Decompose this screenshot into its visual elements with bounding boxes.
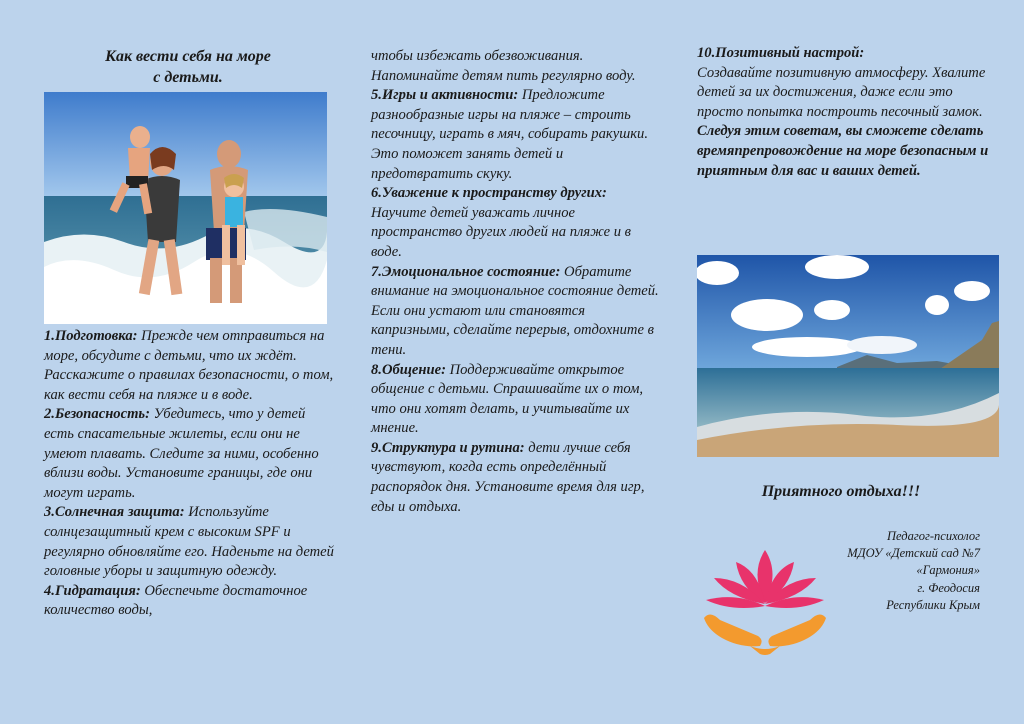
- tip-1-heading: 1.Подготовка:: [44, 328, 138, 344]
- tip-9-heading: 9.Структура и рутина:: [371, 439, 525, 456]
- signature-line-3: «Гармония»: [916, 563, 980, 578]
- signature-line-4: г. Феодосия: [917, 580, 980, 595]
- tip-7-text: Обратите внимание на эмоциональное состояние детей. Если они устают или становятся капризными, сделайте перерыв, отдохните в тени.: [371, 263, 659, 358]
- tip-4-heading: 4.Гидратация:: [44, 582, 141, 599]
- tip-6-text: Научите детей уважать личное пространство других людей на пляже и в воде.: [371, 204, 631, 260]
- tip-7: [371, 263, 663, 361]
- title-line-2: с детьми.: [153, 69, 223, 86]
- page-title: [44, 46, 332, 88]
- tips-column-2: [371, 47, 663, 517]
- tip-4c-text: чтобы избежать обезвоживания. Напоминайте детям пить регулярно воду.: [371, 48, 636, 84]
- tip-2-heading: 2.Безопасность:: [44, 406, 150, 423]
- tip-2: [44, 405, 336, 503]
- signature-line-2: МДОУ «Детский сад №7: [847, 546, 980, 561]
- tip-10-heading: 10.Позитивный настрой:: [697, 45, 865, 61]
- tip-3-text: Используйте солнцезащитный крем с высоким SPF и регулярно обновляйте его. Наденьте на детей головные уборы и защитную одежду.: [44, 504, 334, 580]
- tip-5-text: Предложите разнообразные игры на пляже – строить песочницу, играть в мяч, собирать ракушки. Это поможет занять детей и предотвратить скуку.: [371, 87, 648, 182]
- tip-4: [44, 582, 336, 621]
- tip-5: [371, 86, 663, 184]
- tip-5-heading: 5.Игры и активности:: [371, 87, 519, 104]
- tip-8-heading: 8.Общение:: [371, 361, 446, 378]
- tip-10: [697, 44, 997, 122]
- signature-line-5: Республики Крым: [886, 597, 980, 612]
- wish-text: Приятного отдыха!!!: [761, 483, 921, 500]
- tip-8: [371, 361, 663, 439]
- tip-4-text: Обеспечьте достаточное количество воды,: [44, 582, 308, 619]
- tip-8-text: Поддерживайте открытое общение с детьми. Спрашивайте их о том, что они хотят делать, и учитывайте их мнение.: [371, 361, 644, 437]
- tip-3-heading: 3.Солнечная защита:: [44, 504, 185, 521]
- tip-1-text: Прежде чем отправиться на море, обсудите с детьми, что их ждёт. Расскажите о правилах безопасности, о том, как вести себя на пляже и в воде.: [44, 328, 334, 403]
- sea-landscape-photo: [697, 255, 999, 457]
- tip-6-heading: 6.Уважение к пространству других:: [371, 185, 607, 202]
- tip-9: [371, 439, 663, 517]
- tip-6: [371, 184, 663, 262]
- title-line-1: Как вести себя на море: [105, 48, 271, 65]
- conclusion-text: Следуя этим советам, вы сможете сделать времяпрепровождение на море безопасным и приятным для вас и ваших детей.: [697, 123, 989, 179]
- author-signature: [800, 528, 980, 614]
- family-beach-photo: [44, 92, 327, 324]
- tip-3: [44, 503, 336, 581]
- tip-9-text: дети лучше себя чувствуют, когда есть определённый распорядок дня. Установите время для игр, еды и отдыха.: [371, 439, 645, 515]
- signature-line-1: Педагог-психолог: [887, 529, 980, 543]
- tip-10-text: Создавайте позитивную атмосферу. Хвалите детей за их достижения, даже если это просто попытка построить песочный замок.: [697, 64, 986, 120]
- tip-4-continued: [371, 47, 663, 86]
- tip-7-heading: 7.Эмоциональное состояние:: [371, 263, 561, 280]
- tip-1: [44, 327, 336, 405]
- tip-2-text: Убедитесь, что у детей есть спасательные жилеты, если они не умеют плавать. Следите за ними, особенно вблизи воды. Установите границы, где они могут играть.: [44, 406, 319, 501]
- tips-column-3: [697, 44, 997, 181]
- tips-column-1: [44, 327, 336, 621]
